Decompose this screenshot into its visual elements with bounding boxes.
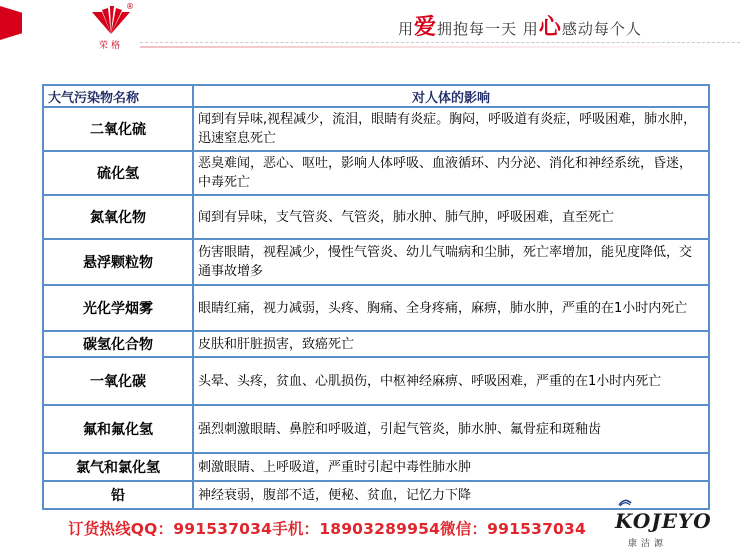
order-hotline: 订货热线QQ：991537034手机：18903289954微信：991537034 xyxy=(68,520,587,538)
table-row xyxy=(43,107,709,151)
pollutant-name: 氯气和氯化氢 xyxy=(43,453,193,481)
table-row xyxy=(43,331,709,357)
pollutant-effects-table xyxy=(42,84,710,510)
page-header xyxy=(0,0,740,60)
pollutant-name: 悬浮颗粒物 xyxy=(43,239,193,285)
pollutant-name: 硫化氢 xyxy=(43,151,193,195)
table-row xyxy=(43,285,709,331)
pollutant-name: 铅 xyxy=(43,481,193,509)
pollutant-effect: 神经衰弱，腹部不适，便秘、贫血，记忆力下降 xyxy=(193,481,709,509)
pollutant-effect: 眼睛红痛，视力减弱，头疼、胸痛、全身疼痛，麻痹，肺水肿，严重的在1小时内死亡 xyxy=(193,285,709,331)
pollutant-effect: 刺激眼睛、上呼吸道，严重时引起中毒性肺水肿 xyxy=(193,453,709,481)
pollutant-effect: 强烈刺激眼睛、鼻腔和呼吸道，引起气管炎，肺水肿、氟骨症和斑釉齿 xyxy=(193,405,709,453)
header-pollutant-name: 大气污染物名称 xyxy=(43,85,193,107)
header-health-effect: 对人体的影响 xyxy=(193,85,709,107)
pollutant-effect: 皮肤和肝脏损害，致癌死亡 xyxy=(193,331,709,357)
pollutant-name: 碳氢化合物 xyxy=(43,331,193,357)
header-divider xyxy=(140,42,740,43)
table-row xyxy=(43,195,709,239)
slogan-highlight-heart: 心 xyxy=(538,14,562,40)
table-row xyxy=(43,357,709,405)
table-row xyxy=(43,481,709,509)
pollutant-effect: 伤害眼睛，视程减少，慢性气管炎、幼儿气喘病和尘肺，死亡率增加，能见度降低，交通事故增多 xyxy=(193,239,709,285)
kojeyo-swirl-icon xyxy=(618,499,632,507)
slogan-part-1: 用 xyxy=(398,20,415,38)
pollutant-name: 一氧化碳 xyxy=(43,357,193,405)
pollutant-name: 光化学烟雾 xyxy=(43,285,193,331)
slogan-highlight-love: 爱 xyxy=(414,14,438,40)
table-header-row xyxy=(43,85,709,107)
table-row xyxy=(43,239,709,285)
kojeyo-brand-word: KOJEYO xyxy=(615,509,712,533)
header-divider-accent xyxy=(140,46,740,48)
pollutant-effect: 恶臭难闻，恶心、呕吐，影响人体呼吸、血液循环、内分泌、消化和神经系统，昏迷，中毒死亡 xyxy=(193,151,709,195)
slogan-part-2: 拥抱每一天 用 xyxy=(437,20,539,38)
pollutant-effect: 闻到有异味,视程减少，流泪，眼睛有炎症。胸闷，呼吸道有炎症，呼吸困难，肺水肿，迅速窒息死亡 xyxy=(193,107,709,151)
pollutant-effect: 头晕、头疼，贫血、心肌损伤，中枢神经麻痹、呼吸困难，严重的在1小时内死亡 xyxy=(193,357,709,405)
table-row xyxy=(43,151,709,195)
pollutant-name: 氮氧化物 xyxy=(43,195,193,239)
registered-mark: ® xyxy=(126,2,134,11)
table-row xyxy=(43,405,709,453)
slogan xyxy=(398,10,642,41)
pollutant-effect: 闻到有异味，支气管炎、气管炎，肺水肿、肺气肿，呼吸困难，直至死亡 xyxy=(193,195,709,239)
logo-name: 荣格 xyxy=(98,41,123,51)
slogan-part-3: 感动每个人 xyxy=(561,20,642,38)
pollutant-name: 氟和氟化氢 xyxy=(43,405,193,453)
pollutant-name: 二氧化硫 xyxy=(43,107,193,151)
kojeyo-brand-sub: 康洁源 xyxy=(628,539,668,549)
table-row xyxy=(43,453,709,481)
header-red-band xyxy=(0,6,22,40)
